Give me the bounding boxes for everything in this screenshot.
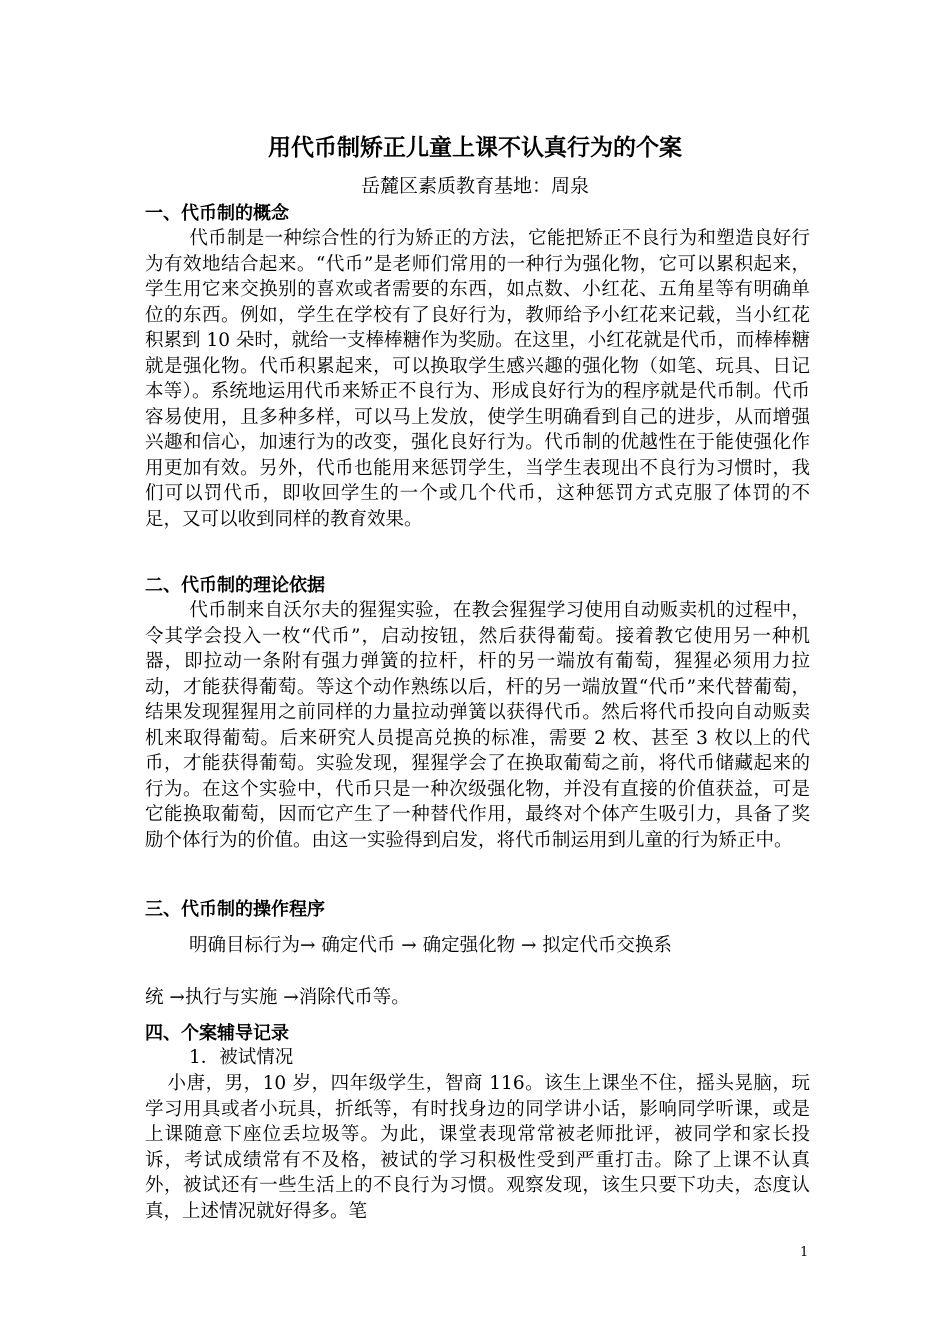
procedure-flow-line-2: 统 →执行与实施 →消除代币等。	[145, 987, 410, 1008]
section-heading-3: 三、代币制的操作程序	[145, 899, 325, 920]
author-line: 岳麓区素质教育基地：周泉	[360, 175, 589, 197]
procedure-flow-line-1: 明确目标行为→ 确定代币 → 确定强化物 → 拟定代币交换系	[189, 935, 672, 956]
page-title: 用代币制矫正儿童上课不认真行为的个案	[268, 135, 682, 161]
section-heading-4: 四、个案辅导记录	[145, 1023, 289, 1044]
section-heading-1: 一、代币制的概念	[145, 203, 289, 224]
section-heading-2: 二、代币制的理论依据	[145, 575, 325, 596]
section-body-4: 小唐，男，10 岁，四年级学生，智商 116。该生上课坐不住，摇头晃脑，玩学习用具或者小玩具，折纸等，有时找身边的同学讲小话，影响同学听课，或是上课随意下座位丢垃圾等。为此，课堂表现常常被老师批评，被同学和家长投诉，考试成绩常有不及格，被试的学习积极性受到严重打击。除了上课不认真外，被试还有一些生活上的不良行为习惯。观察发现，该生只要下功夫，态度认真，上述情况就好得多。笔	[145, 1073, 810, 1222]
subheading-subject-info: 1．被试情况	[189, 1047, 294, 1068]
document-page: 用代币制矫正儿童上课不认真行为的个案 岳麓区素质教育基地：周泉 一、代币制的概念 代币制是一种综合性的行为矫正的方法，它能把矫正不良行为和塑造良好行为有效地结合起来。“代币”是老师们常用的一种行为强化物，它可以累积起来，学生用它来交换别的喜欢或者需要的东西，如点数、小红花、五角星等有明确单位的东西。例如，学生在学校有了良好行为，教师给予小红花来记载，当小红花积累到 10 朵时，就给一支棒棒糖作为奖励。在这里，小红花就是代币，而棒棒糖就是强化物。代币积累起来，可以换取学生感兴趣的强化物（如笔、玩具、日记本等）。系统地运用代币来矫正不良行为、形成良好行为的程序就是代币制。代币容易使用，且多种多样，可以马上发放，使学生明确看到自己的进步，从而增强兴趣和信心，加速行为的改变，强化良好行为。代币制的优越性在于能使强化作用更加有效。另外，代币也能用来惩罚学生，当学生表现出不良行为习惯时，我们可以罚代币，即收回学生的一个或几个代币，这种惩罚方式克服了体罚的不足，又可以收到同样的教育效果。 二、代币制的理论依据 代币制来自沃尔夫的猩猩实验，在教会猩猩学习使用自动贩卖机的过程中，令其学会投入一枚“代币”，启动按钮，然后获得葡萄。接着教它使用另一种机器，即拉动一条附有强力弹簧的拉杆，杆的另一端放有葡萄，猩猩必须用力拉动，才能获得葡萄。等这个动作熟练以后，杆的另一端放置“代币”来代替葡萄，结果发现猩猩用之前同样的力量拉动弹簧以获得代币。然后将代币投向自动贩卖机来取得葡萄。后来研究人员提高兑换的标准，需要 2 枚、甚至 3 枚以上的代币，才能获得葡萄。实验发现，猩猩学会了在换取葡萄之前，将代币储藏起来的行为。在这个实验中，代币只是一种次级强化物，并没有直接的价值获益，可是它能换取葡萄，因而它产生了一种替代作用，最终对个体产生吸引力，具备了奖励个体行为的价值。由这一实验得到启发，将代币制运用到儿童的行为矫正中。 三、代币制的操作程序 明确目标行为→ 确定代币 → 确定强化物 → 拟定代币交换系 统 →执行与实施 →消除代币等。 四、个案辅导记录 1．被试情况 小唐，男，10 岁，四年级学生，智商 116。该生上课坐不住，摇头晃脑，玩学习用具或者小玩具，折纸等，有时找身边的同学讲小话，影响同学听课，或是上课随意下座位丢垃圾等。为此，课堂表现常常被老师批评，被同学和家长投诉，考试成绩常有不及格，被试的学习积极性受到严重打击。除了上课不认真外，被试还有一些生活上的不良行为习惯。观察发现，该生只要下功夫，态度认真，上述情况就好得多。笔 1	[0, 0, 950, 1344]
section-body-1: 代币制是一种综合性的行为矫正的方法，它能把矫正不良行为和塑造良好行为有效地结合起来。“代币”是老师们常用的一种行为强化物，它可以累积起来，学生用它来交换别的喜欢或者需要的东西，如点数、小红花、五角星等有明确单位的东西。例如，学生在学校有了良好行为，教师给予小红花来记载，当小红花积累到 10 朵时，就给一支棒棒糖作为奖励。在这里，小红花就是代币，而棒棒糖就是强化物。代币积累起来，可以换取学生感兴趣的强化物（如笔、玩具、日记本等）。系统地运用代币来矫正不良行为、形成良好行为的程序就是代币制。代币容易使用，且多种多样，可以马上发放，使学生明确看到自己的进步，从而增强兴趣和信心，加速行为的改变，强化良好行为。代币制的优越性在于能使强化作用更加有效。另外，代币也能用来惩罚学生，当学生表现出不良行为习惯时，我们可以罚代币，即收回学生的一个或几个代币，这种惩罚方式克服了体罚的不足，又可以收到同样的教育效果。	[145, 228, 810, 530]
section-body-2: 代币制来自沃尔夫的猩猩实验，在教会猩猩学习使用自动贩卖机的过程中，令其学会投入一枚“代币”，启动按钮，然后获得葡萄。接着教它使用另一种机器，即拉动一条附有强力弹簧的拉杆，杆的另一端放有葡萄，猩猩必须用力拉动，才能获得葡萄。等这个动作熟练以后，杆的另一端放置“代币”来代替葡萄，结果发现猩猩用之前同样的力量拉动弹簧以获得代币。然后将代币投向自动贩卖机来取得葡萄。后来研究人员提高兑换的标准，需要 2 枚、甚至 3 枚以上的代币，才能获得葡萄。实验发现，猩猩学会了在换取葡萄之前，将代币储藏起来的行为。在这个实验中，代币只是一种次级强化物，并没有直接的价值获益，可是它能换取葡萄，因而它产生了一种替代作用，最终对个体产生吸引力，具备了奖励个体行为的价值。由这一实验得到启发，将代币制运用到儿童的行为矫正中。	[145, 600, 810, 851]
